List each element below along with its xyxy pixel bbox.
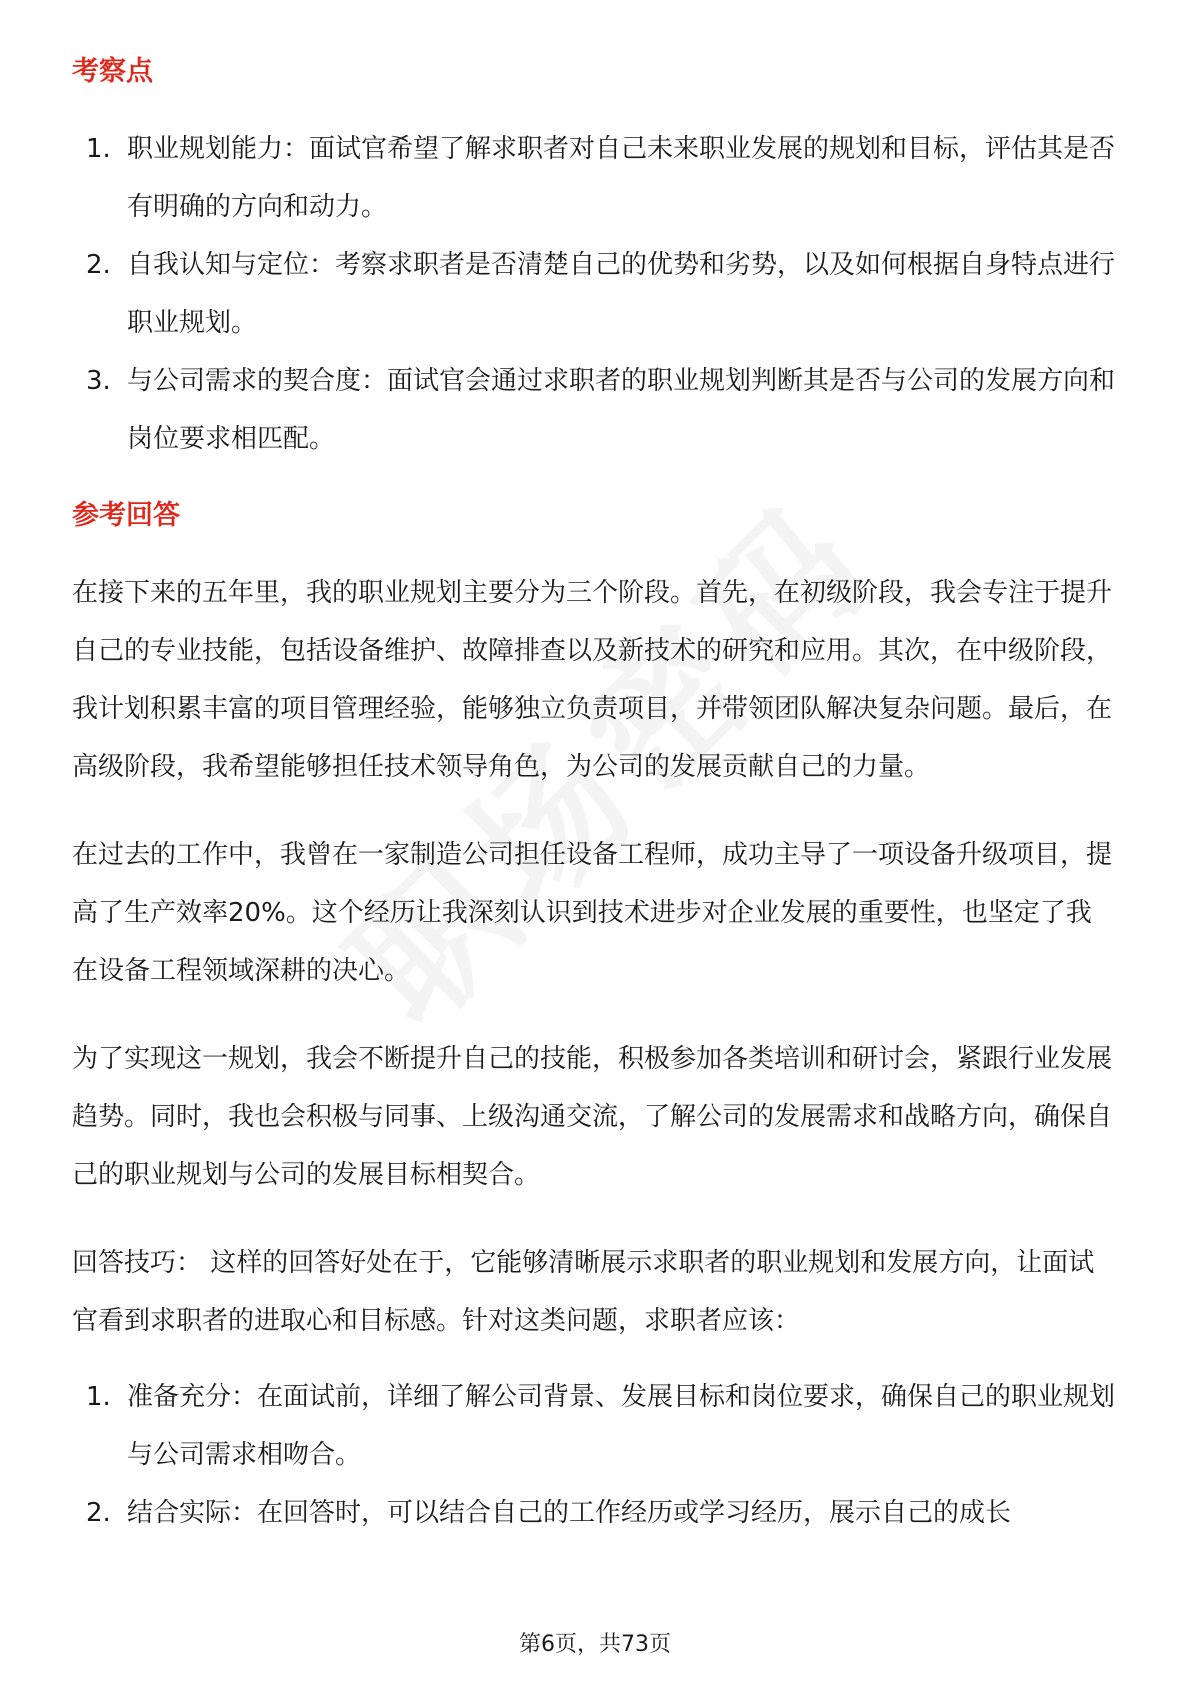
list-text: 职业规划能力：面试官希望了解求职者对自己未来职业发展的规划和目标，评估其是否有明确的方向和动力。 bbox=[127, 134, 1116, 222]
reference-answer-title: 参考回答 bbox=[72, 500, 180, 531]
list-text: 与公司需求的契合度：面试官会通过求职者的职业规划判断其是否与公司的发展方向和岗位要求相匹配。 bbox=[127, 366, 1116, 454]
list-text: 结合实际：在回答时，可以结合自己的工作经历或学习经历，展示自己的成长 bbox=[127, 1498, 1012, 1528]
list-item bbox=[72, 1368, 1117, 1484]
answer-paragraph: 在过去的工作中，我曾在一家制造公司担任设备工程师，成功主导了一项设备升级项目，提高了生产效率20%。这个经历让我深刻认识到技术进步对企业发展的重要性，也坚定了我在设备工程领域深耕的决心。 bbox=[72, 840, 1113, 986]
list-text: 自我认知与定位：考察求职者是否清楚自己的优势和劣势，以及如何根据自身特点进行职业规划。 bbox=[127, 250, 1116, 338]
list-number: 2. bbox=[86, 1498, 111, 1528]
list-number: 1. bbox=[86, 134, 111, 164]
list-number: 3. bbox=[86, 366, 111, 396]
list-item bbox=[72, 120, 1117, 236]
list-text: 准备充分：在面试前，详细了解公司背景、发展目标和岗位要求，确保自己的职业规划与公司需求相吻合。 bbox=[127, 1382, 1116, 1470]
list-number: 2. bbox=[86, 250, 111, 280]
page-footer: 第6页，共73页 bbox=[519, 1632, 671, 1657]
list-item bbox=[72, 1484, 1117, 1542]
page-content bbox=[72, 52, 1117, 1542]
list-item bbox=[72, 352, 1117, 468]
list-number: 1. bbox=[86, 1382, 111, 1412]
tips-list bbox=[72, 1368, 1117, 1542]
list-item bbox=[72, 236, 1117, 352]
answer-paragraph: 为了实现这一规划，我会不断提升自己的技能，积极参加各类培训和研讨会，紧跟行业发展趋势。同时，我也会积极与同事、上级沟通交流，了解公司的发展需求和战略方向，确保自己的职业规划与公司的发展目标相契合。 bbox=[72, 1044, 1113, 1190]
exam-points-list bbox=[72, 120, 1117, 468]
answer-tips-intro: 回答技巧： 这样的回答好处在于，它能够清晰展示求职者的职业规划和发展方向，让面试官看到求职者的进取心和目标感。针对这类问题，求职者应该： bbox=[72, 1248, 1095, 1336]
answer-paragraph: 在接下来的五年里，我的职业规划主要分为三个阶段。首先，在初级阶段，我会专注于提升自己的专业技能，包括设备维护、故障排查以及新技术的研究和应用。其次，在中级阶段，我计划积累丰富的项目管理经验，能够独立负责项目，并带领团队解决复杂问题。最后，在高级阶段，我希望能够担任技术领导角色，为公司的发展贡献自己的力量。 bbox=[72, 578, 1113, 782]
exam-points-title: 考察点 bbox=[72, 56, 153, 87]
